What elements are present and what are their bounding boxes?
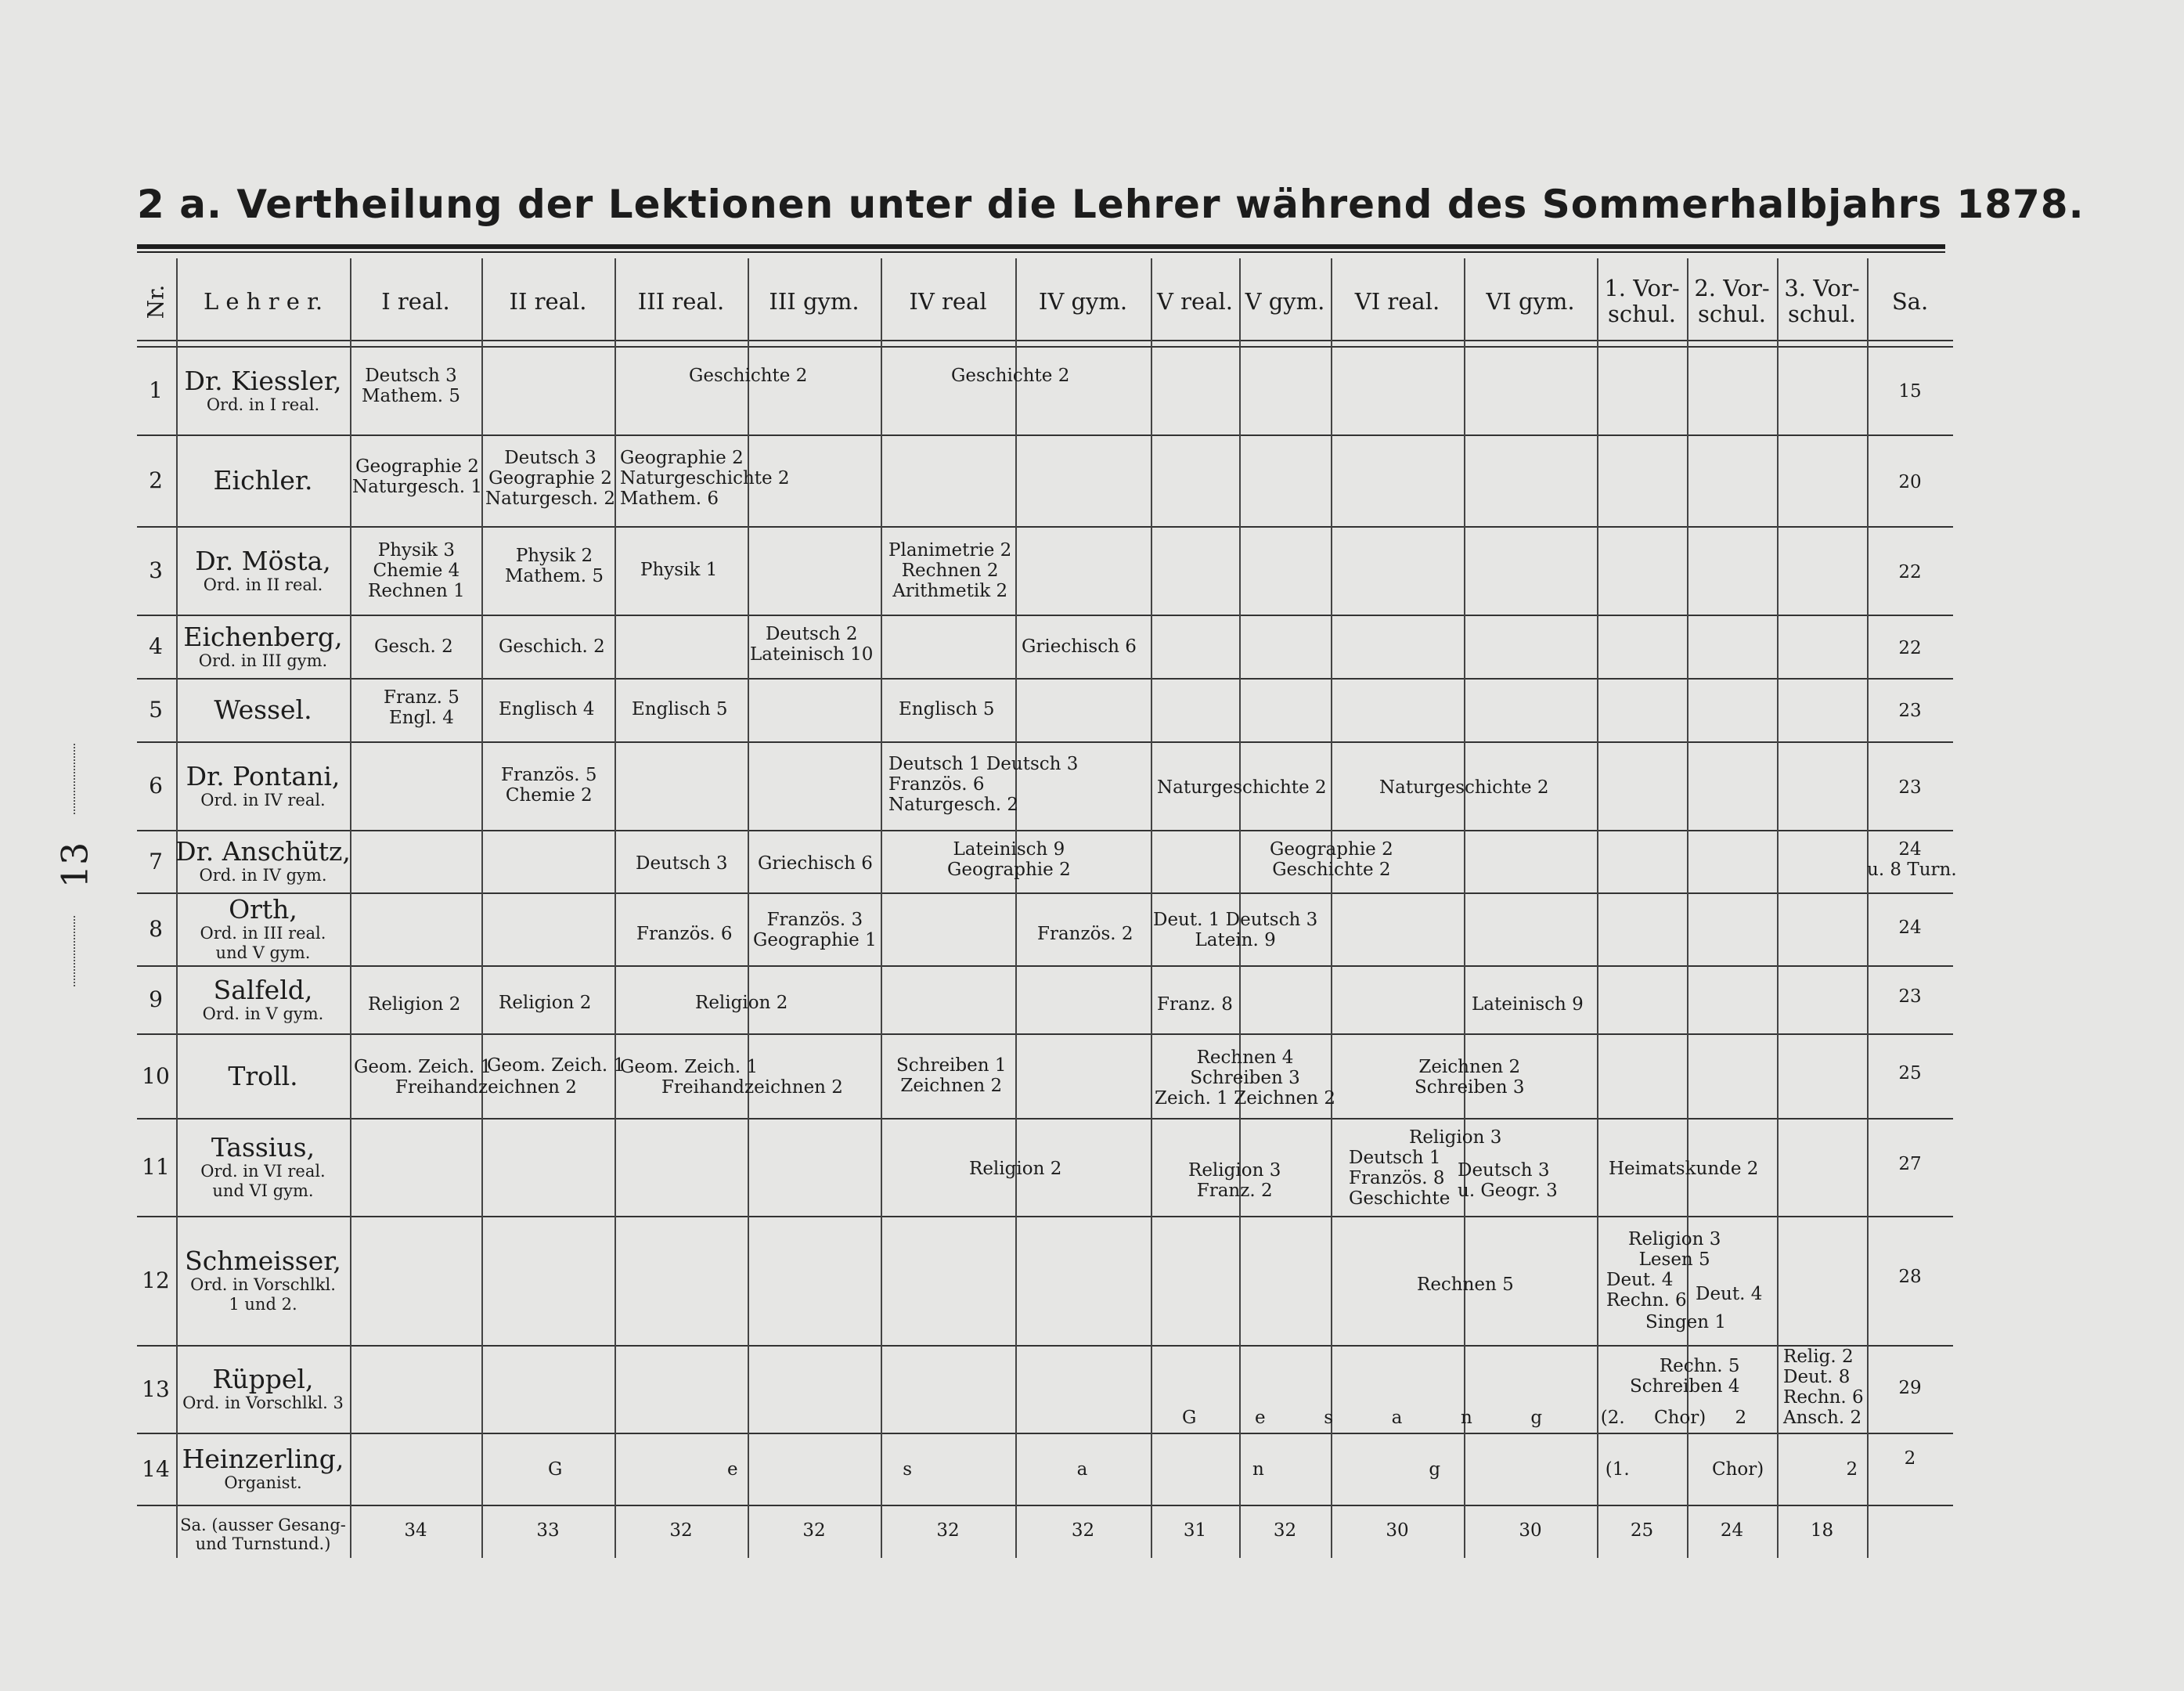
row-total: 24 xyxy=(1898,918,1922,938)
grid-line xyxy=(881,258,882,1558)
lesson-entry: Religion 2 xyxy=(368,994,461,1015)
header-col: IV real xyxy=(909,287,987,315)
header-col: VI gym. xyxy=(1486,287,1575,315)
lesson-entry: Geschich. 2 xyxy=(499,636,605,657)
grid-line xyxy=(137,965,1953,967)
grid-line xyxy=(137,615,1953,616)
row-number: 8 xyxy=(149,916,163,942)
teacher-name: Rüppel, xyxy=(212,1364,314,1394)
teacher-cell xyxy=(176,892,350,965)
header-col: III gym. xyxy=(769,287,860,315)
teacher-name: Dr. Kiessler, xyxy=(184,365,342,396)
row-number: 14 xyxy=(142,1455,170,1482)
row-number: 13 xyxy=(142,1376,170,1402)
grid-line xyxy=(137,741,1953,743)
teacher-name: Salfeld, xyxy=(213,974,313,1005)
lesson-entry: Griechisch 6 xyxy=(758,853,873,874)
header-col: 1. Vor- schul. xyxy=(1604,275,1680,327)
lesson-entry: Rechnen 5 xyxy=(1417,1275,1514,1295)
lesson-entry: Gesch. 2 xyxy=(374,636,453,657)
teacher-role: Ord. in Vorschlkl. 3 xyxy=(182,1394,344,1412)
grid-line xyxy=(481,258,483,1558)
row-total: 28 xyxy=(1898,1267,1922,1287)
teacher-role: Ord. in II real. xyxy=(203,575,323,594)
header-col: II real. xyxy=(509,287,587,315)
row-number: 9 xyxy=(149,986,163,1012)
lesson-entry: Naturgeschichte 2 xyxy=(1379,777,1549,798)
lesson-entry: Freihandzeichnen 2 xyxy=(661,1077,843,1098)
grid-line xyxy=(137,434,1953,436)
grid-line xyxy=(137,346,1953,348)
lesson-entry: Religion 2 xyxy=(695,993,788,1013)
lesson-entry: G e s a n g (1. Chor) 2 xyxy=(548,1459,1858,1480)
teacher-role: Ord. in Vorschlkl. 1 und 2. xyxy=(190,1275,336,1314)
teacher-role: Ord. in I real. xyxy=(206,395,320,414)
teacher-role: Ord. in V gym. xyxy=(202,1004,324,1023)
grid-line xyxy=(137,1345,1953,1347)
lesson-entry: Deutsch 3 Mathem. 5 xyxy=(362,366,460,406)
row-total: 23 xyxy=(1898,986,1922,1007)
teacher-role: Ord. in IV real. xyxy=(200,790,326,809)
teacher-cell xyxy=(176,1433,350,1505)
lesson-entry: Geographie 2 Naturgeschichte 2 Mathem. 6 xyxy=(620,448,790,509)
sum-value: 25 xyxy=(1630,1520,1654,1541)
grid-line xyxy=(1015,258,1017,1558)
lesson-entry: Religion 3 Franz. 2 xyxy=(1188,1160,1281,1201)
row-number: 10 xyxy=(142,1062,170,1089)
header-nr: Nr. xyxy=(142,284,169,319)
lesson-entry: Lateinisch 9 Geographie 2 xyxy=(947,839,1071,880)
row-total: 22 xyxy=(1898,562,1922,582)
lesson-entry: Zeichnen 2 Schreiben 3 xyxy=(1415,1057,1525,1098)
lesson-entry: Französ. 6 xyxy=(636,924,733,944)
teacher-name: Tassius, xyxy=(211,1132,315,1163)
header-sa: Sa. xyxy=(1891,287,1929,315)
row-total: 15 xyxy=(1898,381,1922,402)
lesson-entry: Englisch 5 xyxy=(632,699,728,719)
lesson-entry: Deut. 4 Rechn. 6 xyxy=(1606,1270,1687,1311)
lesson-entry: Englisch 5 xyxy=(899,699,995,719)
row-number: 4 xyxy=(149,633,163,659)
lesson-entry: Französ. 3 Geographie 1 xyxy=(753,910,877,950)
lesson-entry: Deutsch 1 Französ. 8 Geschichte xyxy=(1349,1148,1451,1209)
teacher-name: Dr. Pontani, xyxy=(186,760,341,791)
grid-line xyxy=(1867,258,1869,1558)
teacher-name: Eichler. xyxy=(213,465,313,496)
grid-line xyxy=(1331,258,1332,1558)
grid-line xyxy=(137,892,1953,894)
header-col: 2. Vor- schul. xyxy=(1694,275,1770,327)
row-number: 5 xyxy=(149,697,163,723)
sum-value: 34 xyxy=(404,1520,427,1541)
teacher-role: Ord. in III gym. xyxy=(198,651,328,670)
lesson-entry: Rechn. 5 Schreiben 4 xyxy=(1630,1356,1740,1397)
teacher-cell xyxy=(176,1033,350,1118)
lesson-entry: Geom. Zeich. 1 xyxy=(620,1057,759,1077)
lesson-entry: Deutsch 3 u. Geogr. 3 xyxy=(1458,1160,1558,1201)
grid-line xyxy=(137,678,1953,680)
row-total: 20 xyxy=(1898,472,1922,492)
row-total: 24 u. 8 Turn. xyxy=(1867,839,1957,880)
lesson-entry: Geom. Zeich. 1 xyxy=(354,1057,492,1077)
row-number: 1 xyxy=(149,377,163,403)
teacher-name: Troll. xyxy=(228,1060,298,1091)
grid-line xyxy=(137,1118,1953,1120)
sum-value: 18 xyxy=(1810,1520,1834,1541)
lesson-entry: Singen 1 xyxy=(1645,1312,1727,1332)
lesson-entry: Lateinisch 9 xyxy=(1472,994,1584,1015)
teacher-cell xyxy=(176,1118,350,1216)
sum-value: 32 xyxy=(1273,1520,1297,1541)
row-total: 22 xyxy=(1898,638,1922,658)
sum-value: 33 xyxy=(536,1520,560,1541)
lesson-entry: Freihandzeichnen 2 xyxy=(395,1077,577,1098)
grid-line xyxy=(1239,258,1241,1558)
lesson-entry: Religion 2 xyxy=(499,993,592,1013)
lesson-entry: Planimetrie 2 Rechnen 2 Arithmetik 2 xyxy=(888,540,1012,601)
teacher-name: Wessel. xyxy=(214,694,312,725)
row-total: 23 xyxy=(1898,777,1922,798)
grid-line xyxy=(1597,258,1598,1558)
teacher-cell xyxy=(176,526,350,615)
lesson-entry: Englisch 4 xyxy=(499,699,595,719)
row-total: 23 xyxy=(1898,701,1922,721)
lesson-entry: Deutsch 1 Deutsch 3 Französ. 6 Naturgesch. 2 xyxy=(888,754,1079,815)
teacher-name: Orth, xyxy=(229,894,297,925)
header-col: VI real. xyxy=(1354,287,1440,315)
lesson-entry: Rechnen 4 Schreiben 3 Zeich. 1 Zeichnen 2 xyxy=(1155,1047,1336,1109)
lesson-entry: Physik 2 Mathem. 5 xyxy=(505,546,604,586)
lesson-entry: Deut. 4 xyxy=(1696,1284,1763,1304)
row-total: 27 xyxy=(1898,1154,1922,1174)
teacher-cell xyxy=(176,1216,350,1345)
lesson-entry: Deutsch 3 xyxy=(636,853,728,874)
teacher-cell xyxy=(176,741,350,830)
sum-value: 32 xyxy=(936,1520,960,1541)
header-lehrer: L e h r e r. xyxy=(203,287,323,315)
sum-value: 30 xyxy=(1386,1520,1409,1541)
lesson-entry: Relig. 2 Deut. 8 Rechn. 6 Ansch. 2 xyxy=(1783,1347,1864,1428)
teacher-role: Ord. in IV gym. xyxy=(199,866,327,885)
lesson-entry: Französ. 2 xyxy=(1037,924,1133,944)
lesson-entry: G e s a n g (2. Chor) 2 xyxy=(1182,1408,1747,1428)
row-number: 7 xyxy=(149,848,163,874)
lesson-entry: Griechisch 6 xyxy=(1022,636,1137,657)
grid-line xyxy=(1777,258,1779,1558)
grid-line xyxy=(1151,258,1152,1558)
grid-line xyxy=(137,1505,1953,1506)
row-total: 25 xyxy=(1898,1063,1922,1083)
sum-value: 30 xyxy=(1519,1520,1542,1541)
teacher-role: Ord. in VI real. und VI gym. xyxy=(200,1162,326,1200)
teacher-role: Ord. in III real. und V gym. xyxy=(200,924,326,962)
page-number: 13 xyxy=(47,814,102,916)
row-total: 29 xyxy=(1898,1378,1922,1398)
grid-line xyxy=(350,258,351,1558)
teacher-cell xyxy=(176,615,350,678)
sum-value: 24 xyxy=(1720,1520,1744,1541)
lesson-entry: Geographie 2 Geschichte 2 xyxy=(1270,839,1393,880)
teacher-name: Heinzerling, xyxy=(182,1444,344,1474)
header-col: I real. xyxy=(381,287,450,315)
teacher-cell xyxy=(176,678,350,741)
teacher-role: Organist. xyxy=(224,1473,302,1492)
teacher-name: Eichenberg, xyxy=(183,621,343,652)
lesson-entry: Geom. Zeich. 1 xyxy=(487,1055,625,1076)
grid-line xyxy=(137,830,1953,831)
grid-line xyxy=(1464,258,1465,1558)
header-col: 3. Vor- schul. xyxy=(1784,275,1860,327)
lesson-entry: Geschichte 2 xyxy=(951,366,1070,386)
teacher-name: Dr. Anschütz, xyxy=(175,836,351,867)
grid-line xyxy=(137,1433,1953,1434)
teacher-cell xyxy=(176,830,350,892)
sum-label: Sa. (ausser Gesang- und Turnstund.) xyxy=(180,1516,346,1553)
row-total: 2 xyxy=(1904,1448,1916,1469)
row-number: 12 xyxy=(142,1267,170,1293)
lesson-entry: Geschichte 2 xyxy=(689,366,808,386)
lesson-entry: Franz. 5 Engl. 4 xyxy=(384,687,460,728)
sum-value: 32 xyxy=(669,1520,693,1541)
lesson-entry: Heimatskunde 2 xyxy=(1609,1159,1759,1179)
sum-value: 32 xyxy=(802,1520,826,1541)
teacher-cell xyxy=(176,346,350,434)
header-col: V gym. xyxy=(1245,287,1325,315)
header-col: III real. xyxy=(637,287,725,315)
lesson-entry: Deutsch 3 Geographie 2 Naturgesch. 2 xyxy=(485,448,615,509)
lesson-entry: Physik 1 xyxy=(640,560,718,580)
lesson-entry: Schreiben 1 Zeichnen 2 xyxy=(896,1055,1007,1096)
lesson-entry: Deutsch 2 Lateinisch 10 xyxy=(750,624,874,665)
title-rule xyxy=(137,244,1945,253)
lesson-entry: Naturgeschichte 2 xyxy=(1157,777,1327,798)
sum-value: 32 xyxy=(1071,1520,1095,1541)
sum-value: 31 xyxy=(1183,1520,1207,1541)
lesson-entry: Deut. 1 Deutsch 3 Latein. 9 xyxy=(1153,910,1318,950)
row-number: 2 xyxy=(149,467,163,493)
teacher-cell xyxy=(176,965,350,1033)
grid-line xyxy=(137,1033,1953,1035)
lesson-entry: Französ. 5 Chemie 2 xyxy=(501,765,597,806)
row-number: 11 xyxy=(142,1154,170,1180)
grid-line xyxy=(137,1216,1953,1217)
grid-line xyxy=(137,526,1953,528)
lesson-entry: Religion 2 xyxy=(969,1159,1062,1179)
teacher-cell xyxy=(176,1345,350,1433)
row-number: 6 xyxy=(149,773,163,799)
header-col: IV gym. xyxy=(1038,287,1128,315)
teacher-cell xyxy=(176,434,350,526)
lesson-entry: Religion 3 xyxy=(1409,1127,1502,1148)
header-col: V real. xyxy=(1157,287,1233,315)
teacher-name: Dr. Mösta, xyxy=(195,545,331,576)
lesson-entry: Physik 3 Chemie 4 Rechnen 1 xyxy=(368,540,465,601)
page-title: 2 a. Vertheilung der Lektionen unter die Lehrer während des Sommerhalbjahrs 1878. xyxy=(137,182,2085,227)
teacher-name: Schmeisser, xyxy=(185,1246,341,1276)
lesson-entry: Franz. 8 xyxy=(1157,994,1233,1015)
lesson-entry: Religion 3 Lesen 5 xyxy=(1628,1229,1721,1270)
row-number: 3 xyxy=(149,557,163,583)
lesson-entry: Geographie 2 Naturgesch. 1 xyxy=(352,456,482,497)
